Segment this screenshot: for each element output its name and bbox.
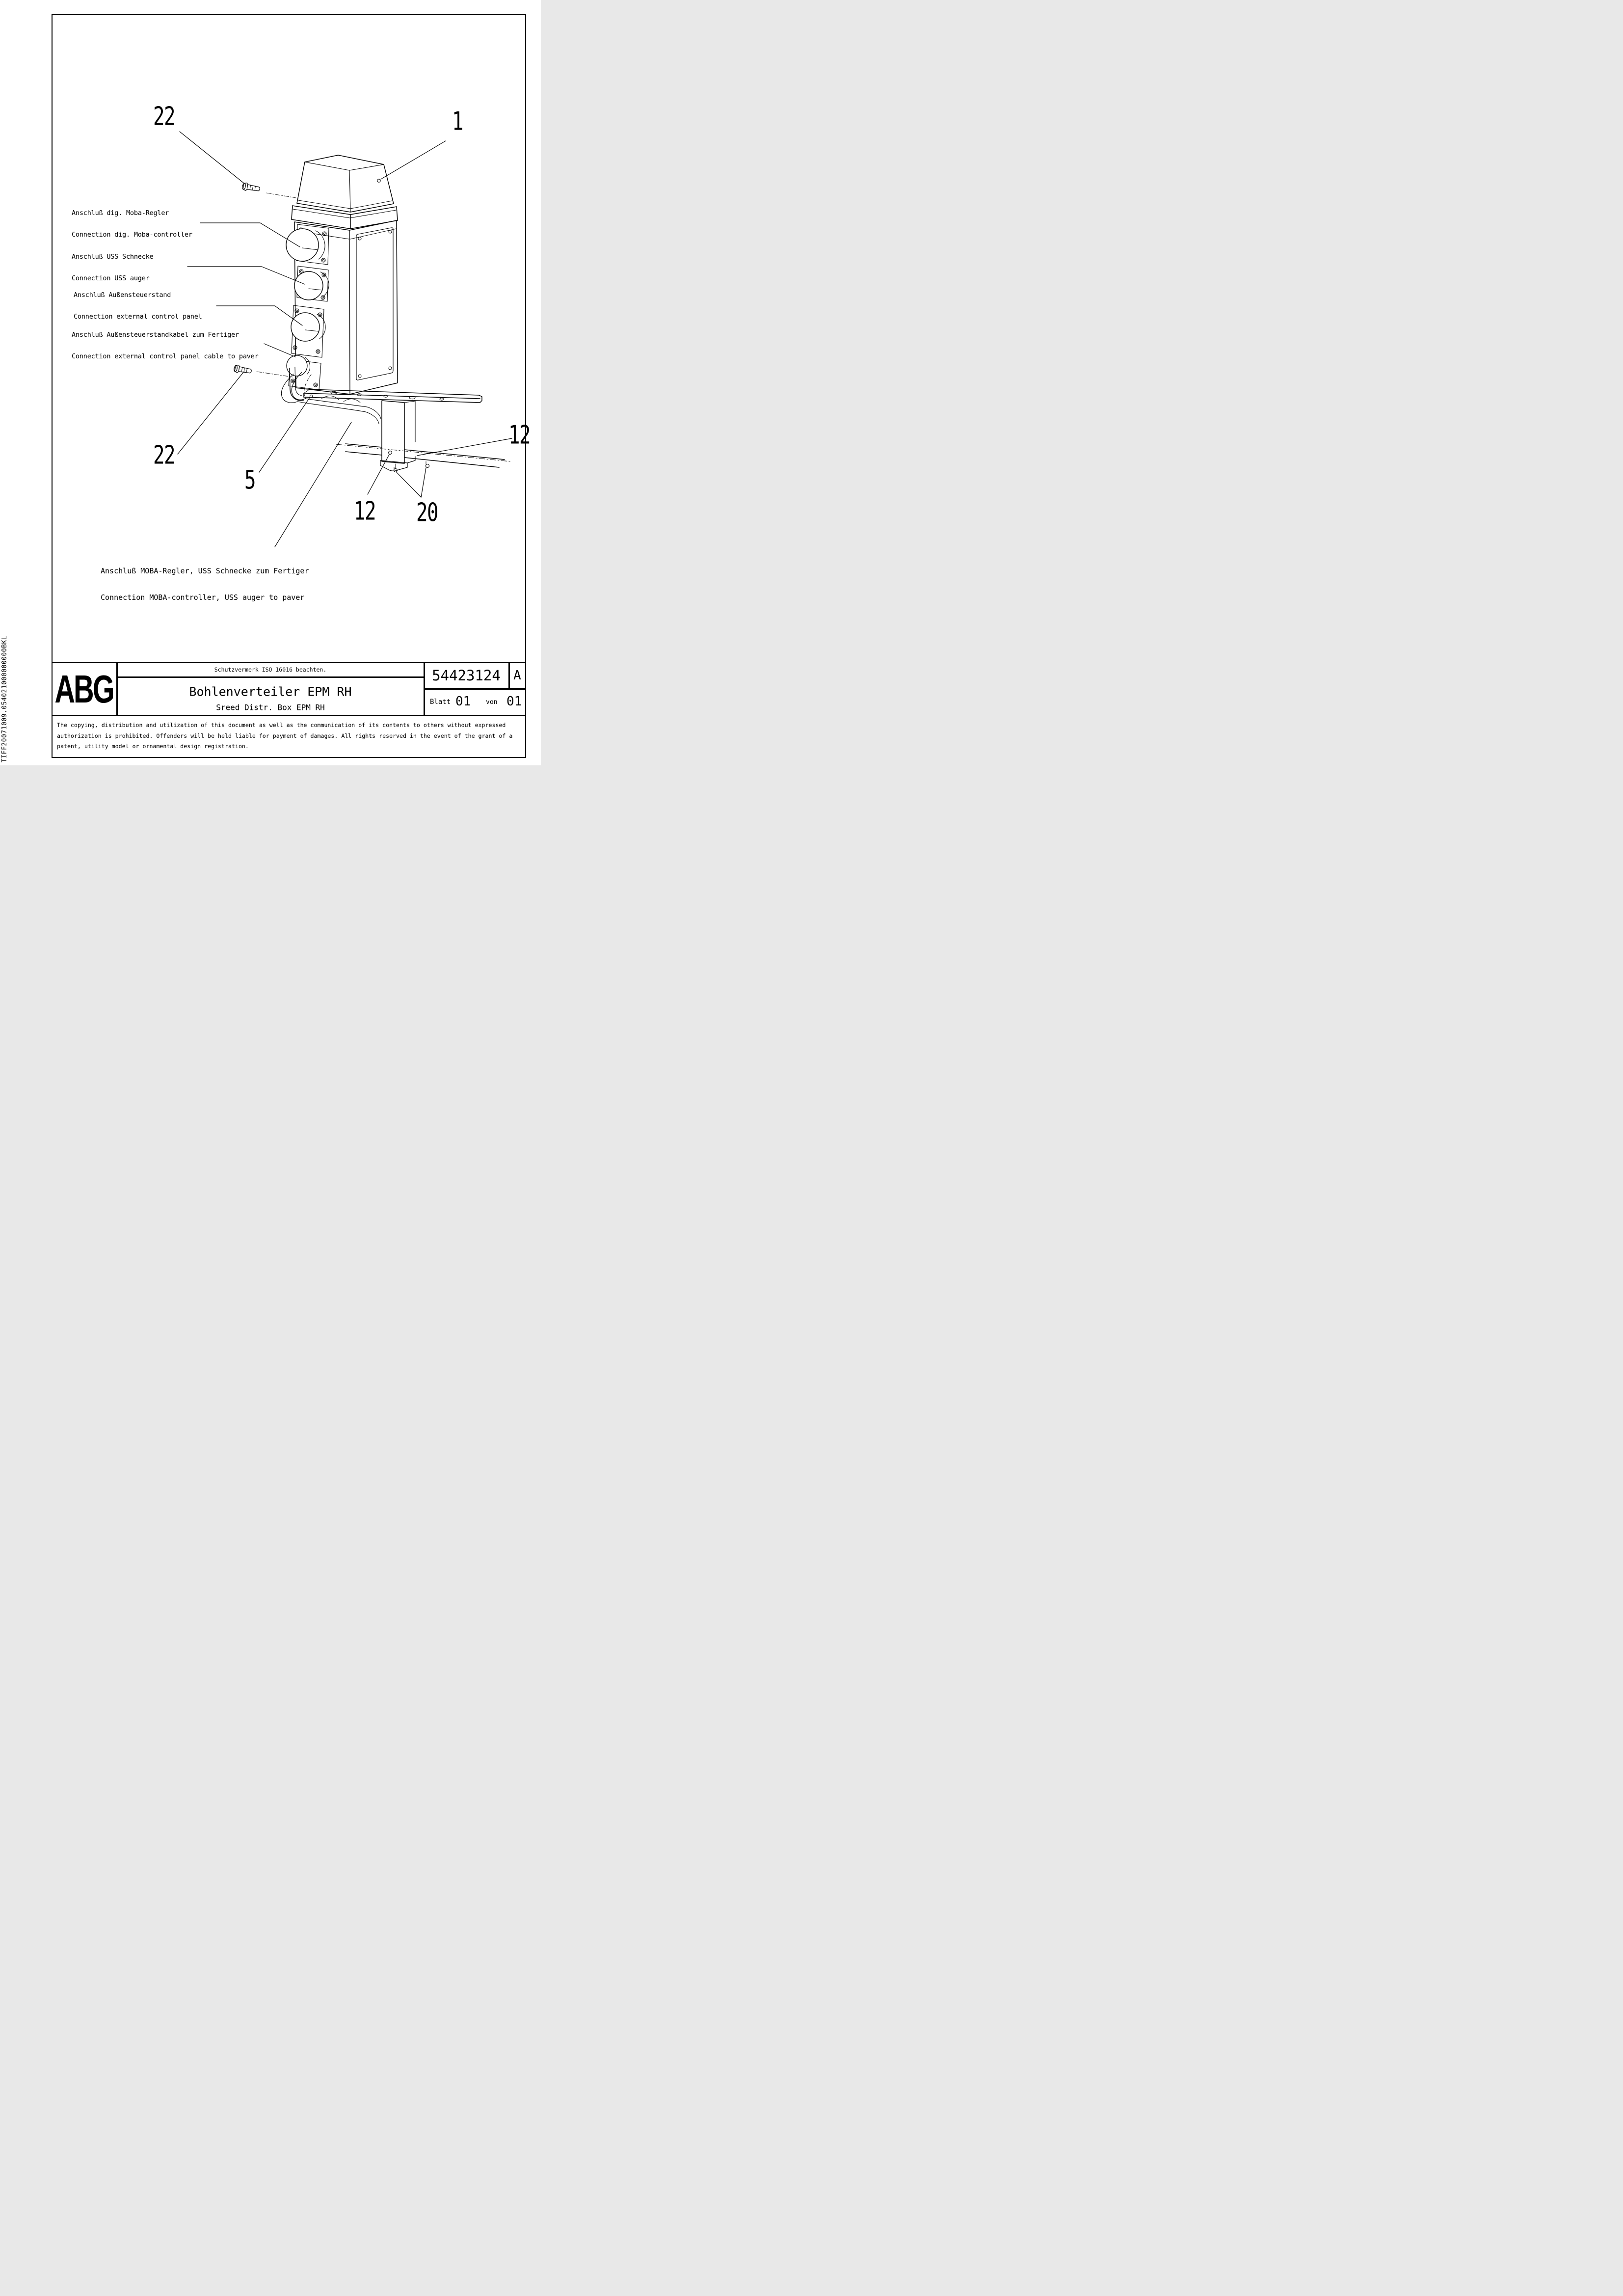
sheet-label: Blatt xyxy=(430,698,451,706)
part-number-12-right: 12 xyxy=(508,420,530,450)
sheet-of-label: von xyxy=(486,699,498,706)
revision-cell-divider xyxy=(508,662,510,688)
disclaimer-text: The copying, distribution and utilization of this document as well as the communication of its contents to others without expressed authorization is prohibited. Offenders will be held liable for payment of damages. All rights reserved in the event of the grant of a patent, utility model or ornamental design registration. xyxy=(57,722,513,750)
callout-external-cable xyxy=(72,329,259,362)
connector-uss xyxy=(294,266,329,301)
abg-logo: ABG xyxy=(54,667,113,711)
collar xyxy=(292,206,398,229)
callout-paver-de: Anschluß MOBA-Regler, USS Schnecke zum Fertiger xyxy=(101,567,309,575)
sheet-total: 01 xyxy=(506,694,522,709)
title-block-top-line xyxy=(52,662,526,663)
part-number-5: 5 xyxy=(244,465,255,495)
part-number-20: 20 xyxy=(416,498,438,528)
part-number-22-bottom: 22 xyxy=(153,440,175,470)
drawing-sheet xyxy=(0,0,541,765)
cap-item-1 xyxy=(297,155,394,212)
callout-paver xyxy=(101,565,309,604)
callout-moba xyxy=(72,208,192,240)
number-cell-divider xyxy=(424,662,425,715)
part-number-12-bottom: 12 xyxy=(354,496,375,526)
number-row-divider-line xyxy=(424,688,526,690)
callout-paver-en: Connection MOBA-controller, USS auger to paver xyxy=(101,593,305,602)
notice-divider-line xyxy=(116,676,424,678)
drawing-number: 54423124 xyxy=(432,667,501,684)
connector-cable-gland xyxy=(287,355,321,390)
callout-external-panel-en: Connection external control panel xyxy=(74,313,202,321)
mounting-bracket xyxy=(290,367,482,403)
cross-pipe xyxy=(336,444,510,467)
callout-external-cable-en: Connection external control panel cable to paver xyxy=(72,352,259,360)
callout-external-cable-de: Anschluß Außensteuerstandkabel zum Fertiger xyxy=(72,331,239,339)
side-film-code: TIFF20071009.054021000000000BKL xyxy=(1,635,8,762)
callout-uss-en: Connection USS auger xyxy=(72,274,150,282)
callout-external-panel-de: Anschluß Außensteuerstand xyxy=(74,291,171,299)
sheet-number: 01 xyxy=(455,694,471,709)
support-tube xyxy=(380,401,429,472)
drawing-title-de: Bohlenverteiler EPM RH xyxy=(189,684,352,699)
revision-letter: A xyxy=(513,668,521,683)
bolt-top xyxy=(242,182,261,193)
part-number-22-top: 22 xyxy=(153,102,175,132)
connector-external-panel xyxy=(291,305,325,357)
callout-uss-de: Anschluß USS Schnecke xyxy=(72,253,154,261)
title-block-bottom-line xyxy=(52,715,526,716)
callout-external-panel xyxy=(74,290,202,322)
callout-moba-en: Connection dig. Moba-controller xyxy=(72,231,192,239)
callout-moba-de: Anschluß dig. Moba-Regler xyxy=(72,209,169,217)
part-number-1: 1 xyxy=(452,107,463,136)
protection-notice: Schutzvermerk ISO 16016 beachten. xyxy=(214,666,327,673)
drawing-title-en: Sreed Distr. Box EPM RH xyxy=(216,702,325,712)
callout-uss xyxy=(72,251,153,284)
logo-cell-divider xyxy=(116,662,118,715)
connector-moba xyxy=(286,224,329,265)
